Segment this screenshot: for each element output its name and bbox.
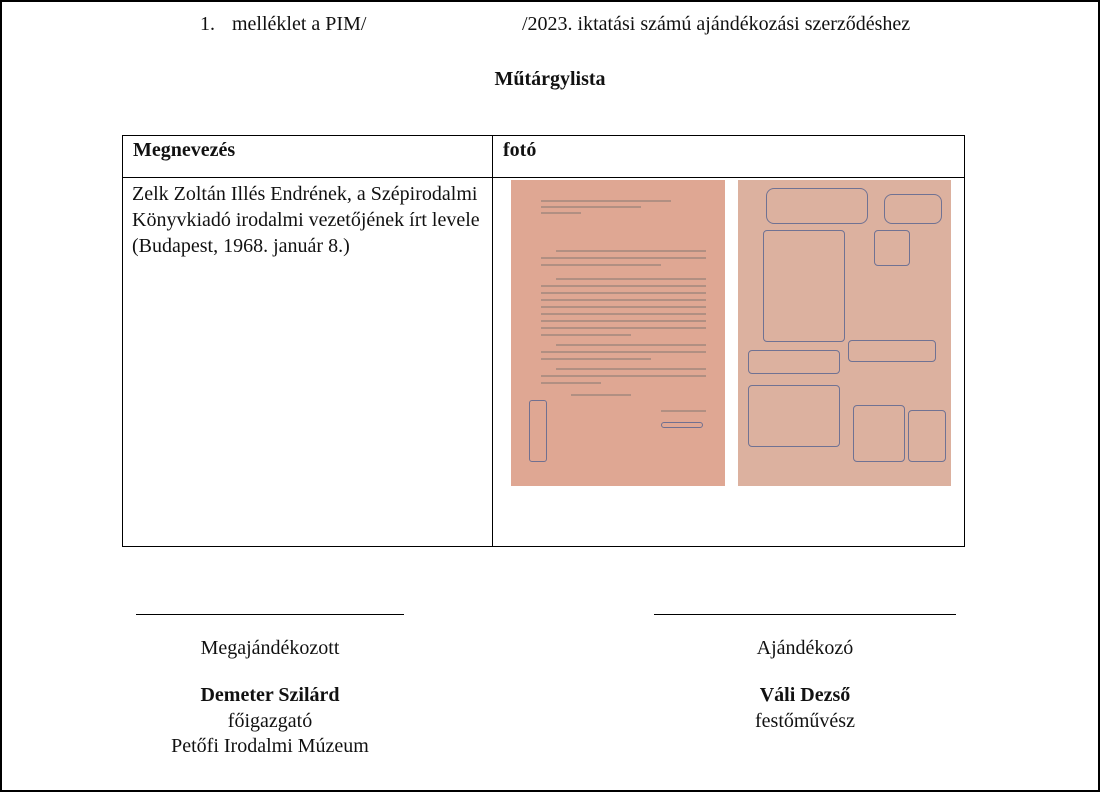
artwork-table — [122, 135, 965, 547]
recipient-title: főigazgató — [227, 710, 313, 732]
recipient-role: Megajándékozott — [200, 637, 340, 659]
signature-line-left — [136, 614, 404, 615]
contract-reference: /2023. iktatási számú ajándékozási szerződéshez — [522, 13, 911, 35]
donor-title: festőművész — [755, 710, 855, 732]
letter-photo-page-2 — [738, 180, 951, 486]
table-row — [123, 178, 965, 547]
table-header-row — [123, 136, 965, 178]
signature-line-right — [654, 614, 956, 615]
item-description: Zelk Zoltán Illés Endrének, a Szépirodalmi Könyvkiadó irodalmi vezetőjének írt levele (Budapest, 1968. január 8.) — [123, 178, 493, 547]
column-header-photo: fotó — [493, 136, 965, 178]
letter-photo-page-1 — [511, 180, 725, 486]
column-header-name: Megnevezés — [123, 136, 493, 178]
document-title: Műtárgylista — [494, 68, 606, 90]
attachment-label: melléklet a PIM/ — [232, 13, 367, 35]
recipient-name: Demeter Szilárd — [200, 684, 340, 706]
item-photo-cell — [493, 178, 965, 547]
donor-name: Váli Dezső — [759, 684, 851, 706]
donor-role: Ajándékozó — [756, 637, 854, 659]
recipient-organization: Petőfi Irodalmi Múzeum — [171, 735, 369, 757]
attachment-number: 1. — [200, 13, 215, 35]
